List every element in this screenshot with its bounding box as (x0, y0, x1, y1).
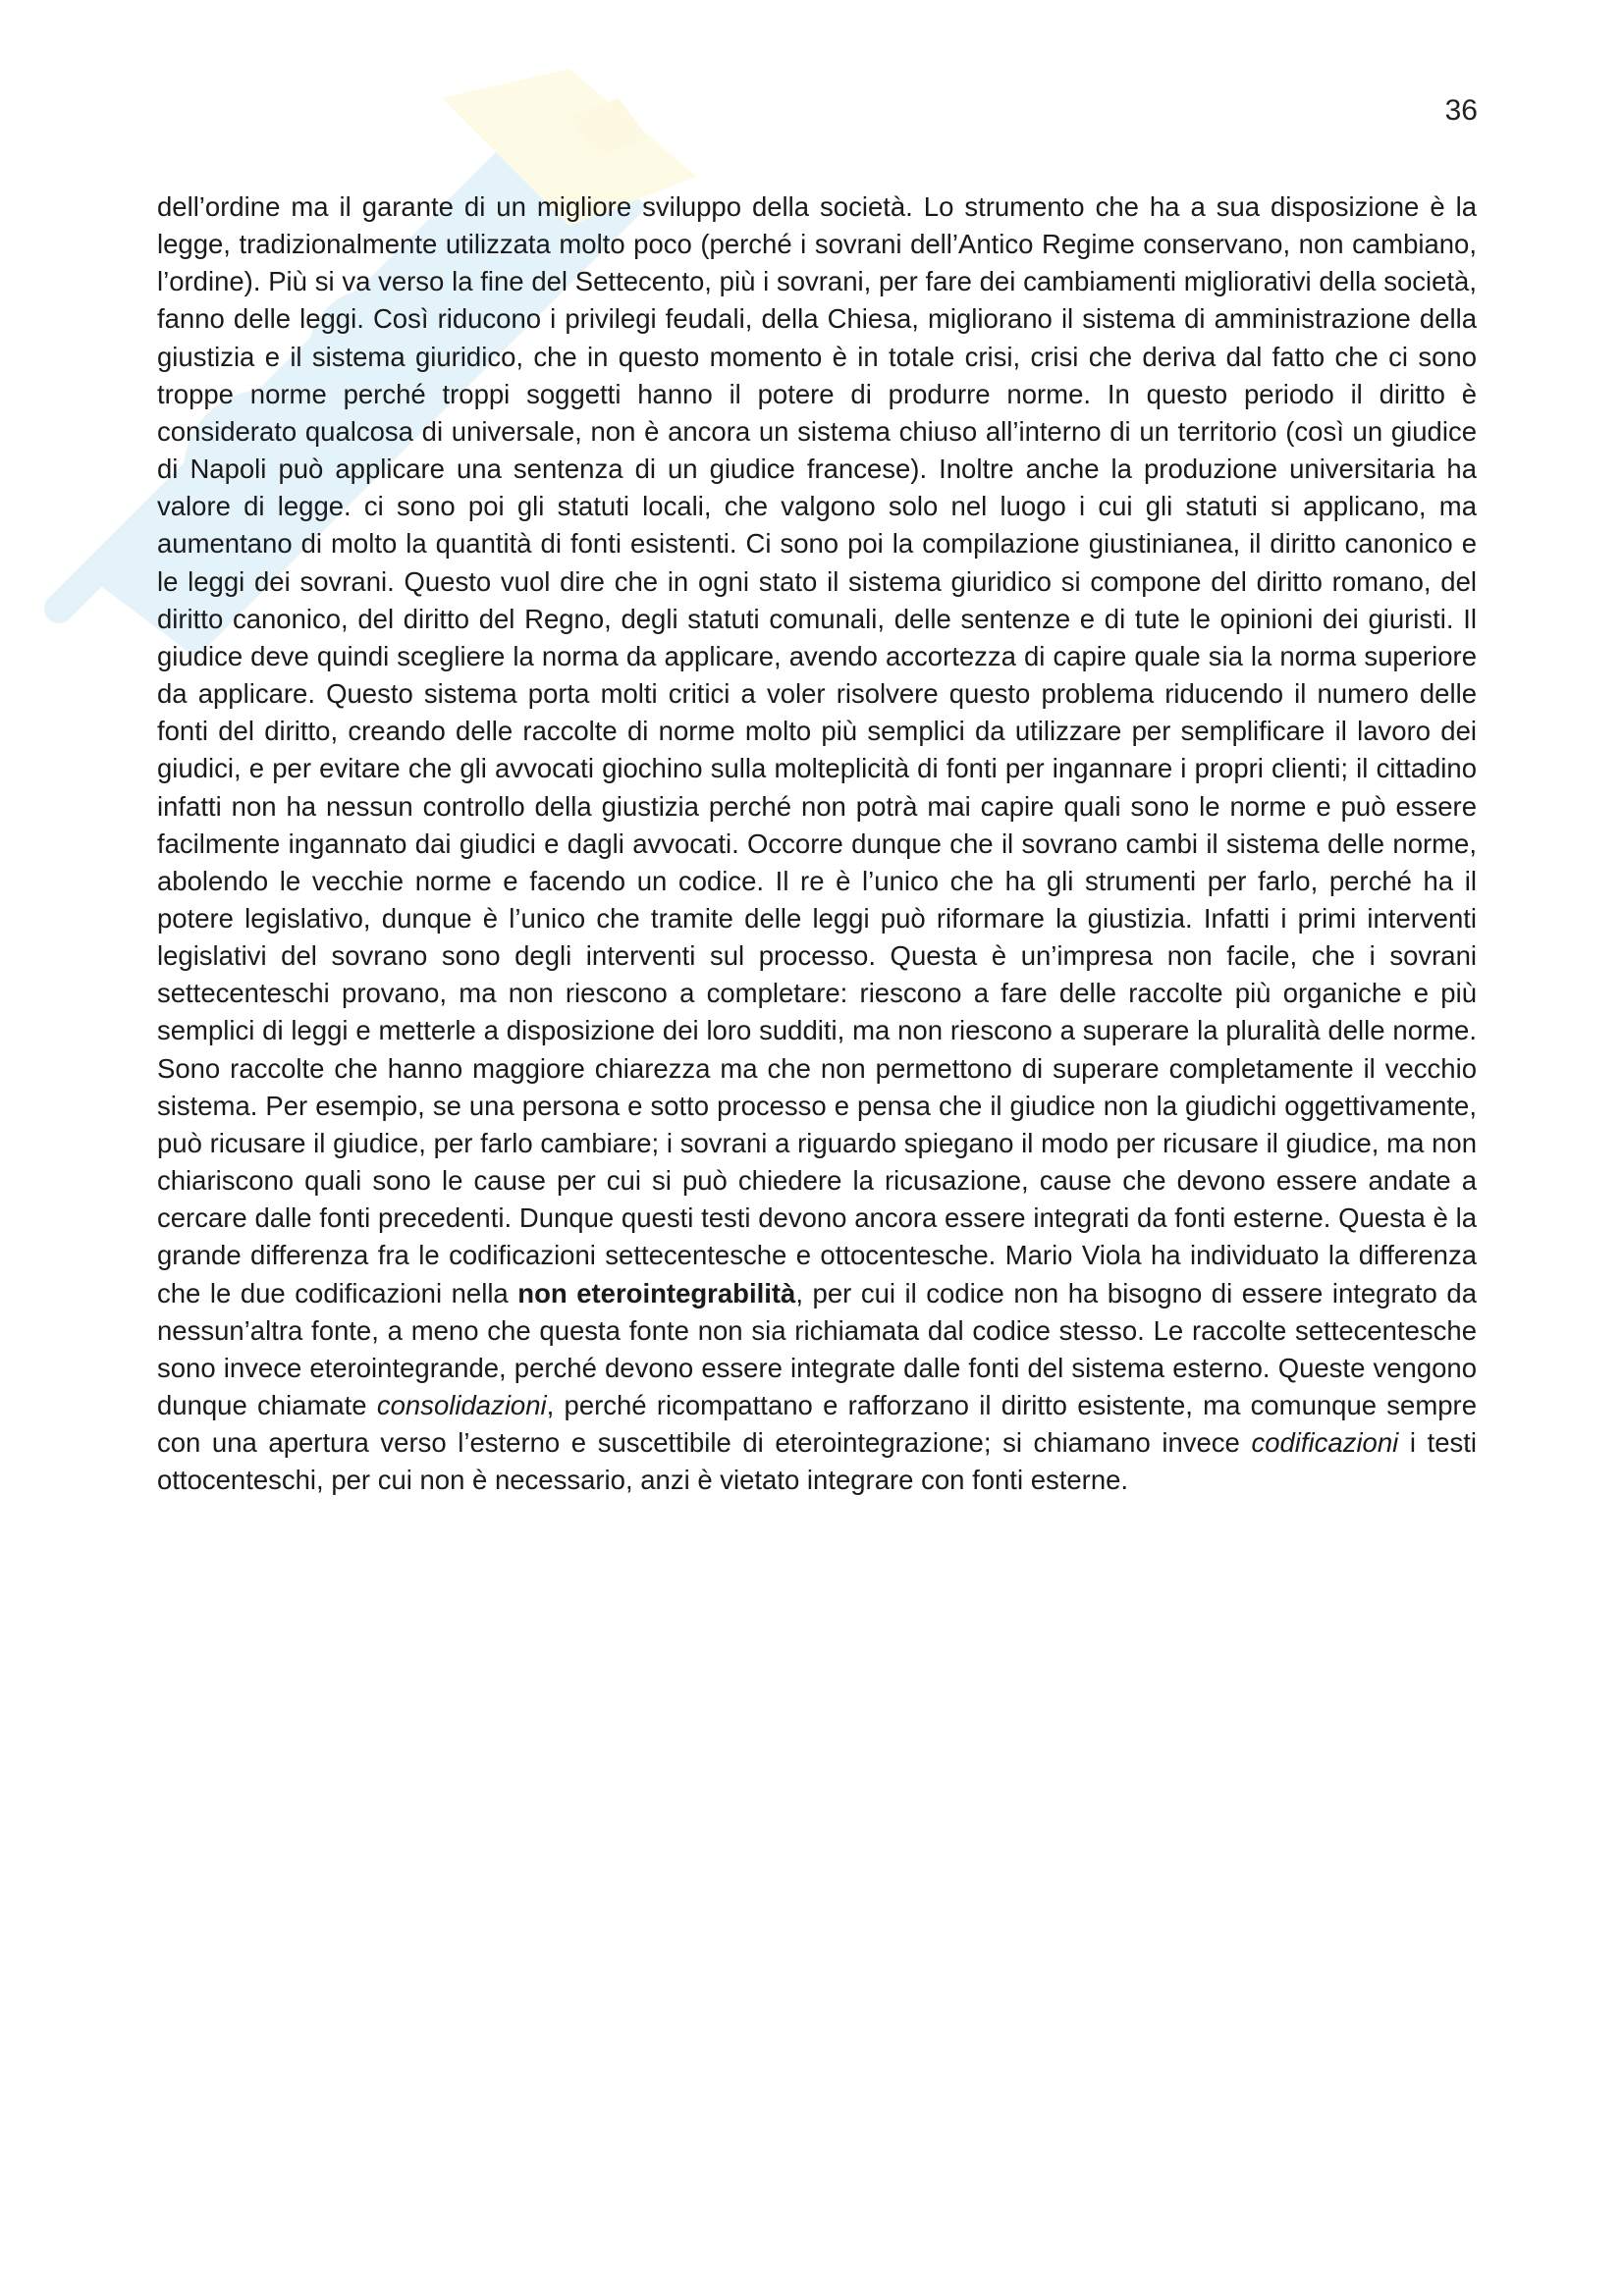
paragraph-text-4: i testi ottocenteschi, per cui non è necessario, anzi è vietato integrare con fonti esterne. (157, 1427, 1477, 1496)
page-number: 36 (1444, 94, 1478, 127)
paragraph-text-3: , perché ricompattano e rafforzano il diritto esistente, ma comunque sempre con una apertura verso l’esterno e suscettibile di eterointegrazione; si chiamano invece (157, 1390, 1477, 1459)
paragraph-text-2: , per cui il codice non ha bisogno di essere integrato da nessun’altra fonte, a meno che questa fonte non sia richiamata dal codice stesso. Le raccolte settecentesche sono invece eterointegrande, perché devono essere integrate dalle fonti del sistema esterno. Queste vengono dunque chiamate (157, 1277, 1477, 1420)
main-paragraph (157, 188, 1477, 1499)
italic-term-consolidazioni: consolidazioni (376, 1390, 547, 1420)
italic-term-codificazioni: codificazioni (1251, 1427, 1399, 1459)
paragraph-text-1: dell’ordine ma il garante di un migliore sviluppo della società. Lo strumento che ha a sua disposizione è la legge, tradizionalmente utilizzata molto poco (perché i sovrani dell’Antico Regime conservano, non cambiano, l’ordine). Più si va verso la fine del Settecento, più i sovrani, per fare dei cambiamenti migliorativi della società, fanno delle leggi. Così riducono i privilegi feudali, della Chiesa, migliorano il sistema di amministrazione della giustizia e il sistema giuridico, che in questo momento è in totale crisi, crisi che deriva dal fatto che ci sono troppe norme perché troppi soggetti hanno il potere di produrre norme. In questo periodo il diritto è considerato qualcosa di universale, non è ancora un sistema chiuso all’interno di un territorio (così un giudice di Napoli può applicare una sentenza di un giudice francese). Inoltre anche la produzione universitaria ha valore di legge. ci sono poi gli statuti locali, che valgono solo nel luogo i cui gli statuti si applicano, ma aumentano di molto la quantità di fonti esistenti. Ci sono poi la compilazione giustinianea, il diritto canonico e le leggi dei sovrani. Questo vuol dire che in ogni stato il sistema giuridico si compone del diritto romano, del diritto canonico, del diritto del Regno, degli statuti comunali, delle sentenze e di tute le opinioni dei giuristi. Il giudice deve quindi scegliere la norma da applicare, avendo accortezza di capire quale sia la norma superiore da applicare. Questo sistema porta molti critici a voler risolvere questo problema riducendo il numero delle fonti del diritto, creando delle raccolte di norme molto più semplici da utilizzare per semplificare il lavoro dei giudici, e per evitare che gli avvocati giochino sulla molteplicità di fonti per ingannare i propri clienti; il cittadino infatti non ha nessun controllo della giustizia perché non potrà mai capire quali sono le norme e può essere facilmente ingannato dai giudici e dagli avvocati. Occorre dunque che il sovrano cambi il sistema delle norme, abolendo le vecchie norme e facendo un codice. Il re è l’unico che ha gli strumenti per farlo, perché ha il potere legislativo, dunque è l’unico che tramite delle leggi può riformare la giustizia. Infatti i primi interventi legislativi del sovrano sono degli interventi sul processo. Questa è un’impresa non facile, che i sovrani settecenteschi provano, ma non riescono a completare: riescono a fare delle raccolte più organiche e più semplici di leggi e metterle a disposizione dei loro sudditi, ma non riescono a superare la pluralità delle norme. Sono raccolte che hanno maggiore chiarezza ma che non permettono di superare completamente il vecchio sistema. Per esempio, se una persona e sotto processo e pensa che il giudice non la giudichi oggettivamente, può ricusare il giudice, per farlo cambiare; i sovrani a riguardo spiegano il modo per ricusare il giudice, ma non chiariscono quali sono le cause per cui si può chiedere la ricusazione, cause che devono essere andate a cercare dalle fonti precedenti. Dunque questi testi devono ancora essere integrati da fonti esterne. Questa è la grande differenza fra le codificazioni settecentesche e ottocentesche. Mario Viola ha individuato la differenza che le due codificazioni nella (157, 191, 1477, 1308)
body-text (157, 188, 1477, 1499)
bold-term: non eterointegrabilità (517, 1277, 796, 1308)
